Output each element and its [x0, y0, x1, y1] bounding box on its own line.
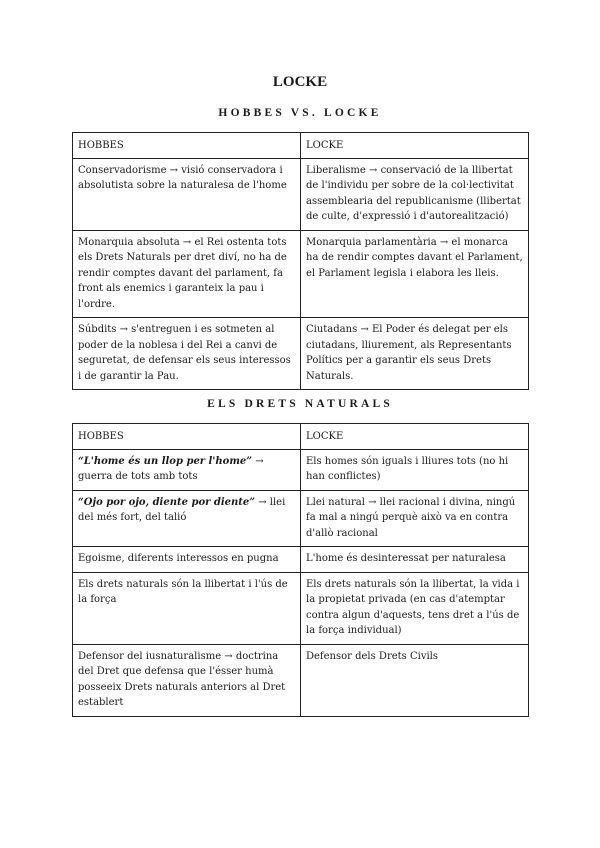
table-row [73, 318, 529, 390]
table-header-row [73, 424, 529, 450]
section-title-drets-naturals: ELS DRETS NATURALS [207, 398, 393, 410]
column-header-locke: LOCKE [301, 424, 529, 450]
cell-hobbes: Conservadorisme → visió conservadora i absolutista sobre la naturalesa de l'home [73, 158, 301, 230]
cell-hobbes: Súbdits → s'entreguen i es sotmeten al poder de la noblesa i del Rei a canvi de seguretat, de defensar els seus interessos i de garantir la Pau. [73, 318, 301, 390]
cell-text: → guerra de tots amb tots [78, 455, 264, 482]
quote-emphasis: “L'home és un llop per l'home” [78, 455, 253, 467]
table-row [73, 490, 529, 547]
table-header-row [73, 133, 529, 159]
cell-text: Els drets naturals són la llibertat i l'ús de la força [78, 578, 288, 605]
cell-hobbes [73, 490, 301, 547]
column-header-locke: LOCKE [301, 133, 529, 159]
cell-locke: Llei natural → llei racional i divina, ningú fa mal a ningú perquè això va en contra d'allò racional [301, 490, 529, 547]
comparison-table-hobbes-vs-locke [72, 132, 529, 390]
table-row [73, 644, 529, 716]
table-row [73, 230, 529, 318]
quote-emphasis: “Ojo por ojo, diente por diente” [78, 496, 256, 508]
cell-text: Egoisme, diferents interessos en pugna [78, 553, 279, 564]
cell-hobbes [73, 547, 301, 573]
cell-locke: Monarquia parlamentària → el monarca ha de rendir comptes davant el Parlament, el Parlament legisla i elabora les lleis. [301, 230, 529, 318]
cell-hobbes [73, 644, 301, 716]
cell-text: → llei del més fort, del talió [78, 496, 286, 523]
table-row [73, 547, 529, 573]
table-row [73, 449, 529, 490]
cell-locke: Liberalisme → conservació de la llibertat de l'individu per sobre de la col·lectivitat assemblearia del republicanisme (llibertat de culte, d'expressió i d'autorealització) [301, 158, 529, 230]
cell-hobbes [73, 572, 301, 644]
cell-locke: Els drets naturals són la llibertat, la vida i la propietat privada (en cas d'atemptar contra algun d'aquests, tens dret a l'ús de la força individual) [301, 572, 529, 644]
column-header-hobbes: HOBBES [73, 133, 301, 159]
cell-locke: Defensor dels Drets Civils [301, 644, 529, 716]
cell-locke: L'home és desinteressat per naturalesa [301, 547, 529, 573]
column-header-hobbes: HOBBES [73, 424, 301, 450]
comparison-table-drets-naturals [72, 423, 529, 717]
table-row [73, 572, 529, 644]
table-row [73, 158, 529, 230]
cell-hobbes [73, 449, 301, 490]
page-title: LOCKE [272, 74, 328, 90]
cell-locke: Els homes són iguals i lliures tots (no hi han conflictes) [301, 449, 529, 490]
cell-hobbes: Monarquia absoluta → el Rei ostenta tots els Drets Naturals per dret diví, no ha de rendir comptes davant del parlament, fa front als enemics i garanteix la pau i l'ordre. [73, 230, 301, 318]
cell-text: Defensor del iusnaturalisme → doctrina del Dret que defensa que l'ésser humà posseeix Drets naturals anteriors al Dret establert [78, 650, 286, 708]
section-title-hobbes-vs-locke: HOBBES VS. LOCKE [218, 107, 382, 119]
cell-locke: Ciutadans → El Poder és delegat per els ciutadans, lliurement, als Representants Polítics per a garantir els seus Drets Naturals. [301, 318, 529, 390]
